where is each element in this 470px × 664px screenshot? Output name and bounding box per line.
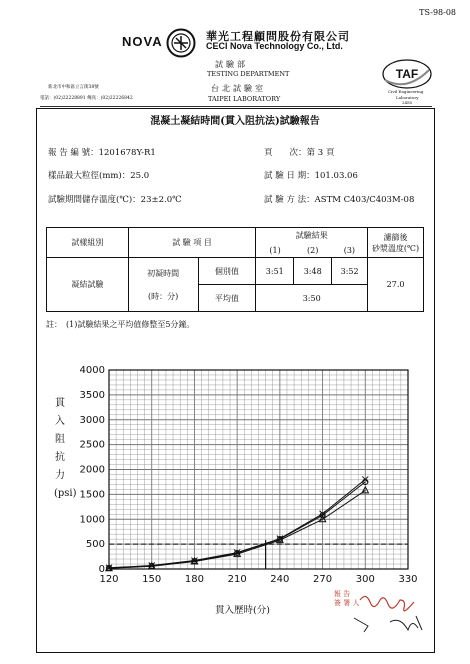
x-axis-label: 貫入歷時(分) <box>215 605 270 616</box>
item-line2: (時：分) <box>147 291 179 301</box>
x-tick-label: 330 <box>398 574 418 585</box>
info-value: 25.0 <box>130 171 150 181</box>
header-temp-line2: 砂漿溫度(℃) <box>371 243 420 253</box>
group-cell: 凝結試驗 <box>47 258 129 312</box>
x-tick-label: 300 <box>355 574 375 585</box>
mortar-temperature: 27.0 <box>368 258 424 312</box>
department-en: TESTING DEPARTMENT <box>207 70 290 78</box>
taf-caption-1: Civil Engineering <box>388 89 424 94</box>
individual-value-3: 3:52 <box>332 258 368 285</box>
y-tick-label: 1000 <box>79 514 105 526</box>
row-average-label: 平均值 <box>198 285 256 312</box>
header-group: 試樣組別 <box>47 228 129 258</box>
company-name-zh: 華光工程顧問股份有限公司 <box>206 30 350 43</box>
company-name-en: CECI Nova Technology Co., Ltd. <box>206 41 343 51</box>
header-col-1: (1) <box>256 244 294 258</box>
info-label: 試 驗 日 期： <box>264 171 315 181</box>
info-label: 樣品最大粒徑(mm)： <box>48 171 131 181</box>
info-label: 報 告 編 號： <box>48 148 99 158</box>
info-label: 頁 次： <box>264 148 307 158</box>
y-tick-label: 2000 <box>79 464 105 476</box>
item-line1: 初凝時間 <box>147 268 180 278</box>
info-value: 1201678Y-R1 <box>98 148 156 158</box>
signature-stamp <box>330 588 436 640</box>
x-tick-label: 180 <box>184 574 204 585</box>
individual-value-1: 3:51 <box>256 258 294 285</box>
x-tick-label: 150 <box>142 574 162 585</box>
laboratory-en: TAIPEI LABORATORY <box>208 95 281 103</box>
individual-value-2: 3:48 <box>294 258 332 285</box>
info-value: ASTM C403/C403M-08 <box>314 195 415 205</box>
signature-label <box>334 590 359 608</box>
y-axis-label: 貫入阻抗力(psi) <box>54 398 77 499</box>
row-individual-label: 個別值 <box>198 258 256 285</box>
y-tick-label: 1500 <box>79 489 105 501</box>
x-tick-label: 120 <box>99 574 119 585</box>
taf-caption-2: Laboratory <box>396 95 419 100</box>
average-value: 3:50 <box>256 285 368 312</box>
department-zh: 試驗部 <box>215 60 248 69</box>
signature-label-1: 報 告 <box>334 590 351 598</box>
phone-fax: 電話：(02)22228891 傳真：(02)22226842 <box>40 96 133 101</box>
y-tick-label: 2500 <box>79 439 105 451</box>
y-tick-label: 500 <box>85 539 105 551</box>
taf-number: 2485 <box>402 100 413 105</box>
y-tick-label: 3000 <box>79 414 105 426</box>
info-label: 試驗期間儲存溫度(℃)： <box>48 195 141 205</box>
report-title: 混凝土凝結時間(貫入阻抗法)試驗報告 <box>150 116 320 127</box>
header-col-3: (3) <box>332 244 368 258</box>
signature-label-2: 簽 署 人 <box>334 599 360 607</box>
x-tick-label: 270 <box>313 574 333 585</box>
info-value: 101.03.06 <box>314 171 358 181</box>
header-result: 試驗結果 <box>256 228 368 244</box>
header-col-2: (2) <box>294 244 332 258</box>
y-tick-label: 0 <box>98 564 105 575</box>
x-tick-label: 210 <box>227 574 247 585</box>
y-tick-label: 3500 <box>79 389 105 401</box>
x-tick-label: 240 <box>270 574 290 585</box>
header-temp-line1: 濾篩後 <box>383 232 408 242</box>
info-label: 試 驗 方 法： <box>264 195 315 205</box>
y-tick-label: 4000 <box>79 365 105 376</box>
document-number: TS-98-08 <box>419 8 456 17</box>
brand-name: NOVA <box>122 34 163 49</box>
header-item: 試 驗 項 目 <box>128 228 256 258</box>
footnote: 註： (1)試驗結果之平均值修整至5分鐘。 <box>46 320 195 329</box>
info-value: 23±2.0℃ <box>140 195 182 205</box>
laboratory-zh: 台北試驗室 <box>211 84 266 93</box>
taf-logo-text: TAF <box>395 67 419 81</box>
info-value: 第 3 頁 <box>306 148 335 158</box>
address: 新北市中和區立言街38號 <box>48 85 99 90</box>
